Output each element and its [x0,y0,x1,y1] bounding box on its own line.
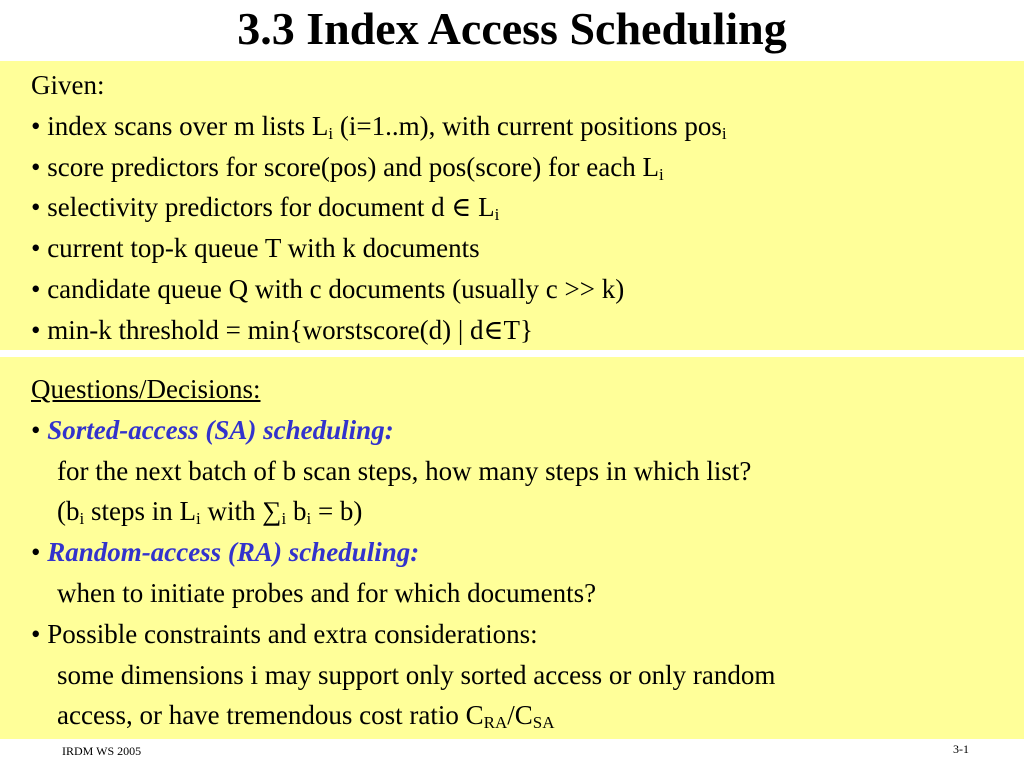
questions-heading: Questions/Decisions: [31,374,261,404]
text: (i=1..m), with current positions pos [333,110,722,141]
subscript: i [721,123,727,143]
text: (b [57,496,80,527]
text: L [471,192,495,223]
subscript: i [658,164,664,184]
constraints-line2 [31,695,1024,736]
given-item-score-predictors [31,147,1024,188]
text: steps in L [84,496,196,527]
subscript: i [306,509,312,529]
given-item-candidate-queue [31,269,1024,310]
sa-scheduling-item [31,410,1024,451]
sa-scheduling-line1: for the next batch of b scan steps, how many steps in which list? [57,455,752,486]
bullet: • [31,110,41,141]
subscript: i [494,205,500,225]
text: selectivity predictors for document d [47,192,452,223]
constraints-line1: some dimensions i may support only sorted access or only random [57,659,776,690]
given-item-mink-threshold [31,310,1024,351]
footer-page-number: 3-1 [953,742,969,756]
text: b [286,496,307,527]
ra-scheduling-line1: when to initiate probes and for which documents? [57,577,597,608]
bullet: • [31,273,41,304]
text: = b) [311,496,363,527]
subscript: i [281,509,287,529]
text: access, or have tremendous cost ratio C [57,700,484,731]
footer-course-label: IRDM WS 2005 [62,744,142,758]
bullet: • [31,314,41,345]
slide-title: 3.3 Index Access Scheduling [237,3,787,54]
sa-scheduling-label: Sorted-access (SA) scheduling: [47,414,394,445]
sum-symbol: ∑ [262,496,282,527]
bullet: • [31,618,41,649]
element-of-symbol: ∈ [451,192,472,223]
constraints-label: Possible constraints and extra considerations: [47,618,538,649]
sa-scheduling-line2 [31,491,1024,532]
given-item-selectivity-predictors [31,187,1024,228]
subscript: i [195,509,201,529]
text: min-k threshold = min{worstscore(d) | d [47,314,484,345]
given-item-index-scans [31,106,1024,147]
ra-scheduling-label: Random-access (RA) scheduling: [47,537,420,568]
subscript: i [79,509,85,529]
subscript: RA [483,713,508,733]
ra-scheduling-item [31,532,1024,573]
text: current top-k queue T with k documents [47,233,480,264]
constraints-item [31,614,1024,655]
bullet: • [31,233,41,264]
subscript: i [328,123,334,143]
element-of-symbol: ∈ [483,314,504,345]
text: candidate queue Q with c documents (usually c >> k) [47,273,625,304]
bullet: • [31,537,41,568]
text: /C [507,700,533,731]
bullet: • [31,192,41,223]
given-box [0,61,1024,350]
text: score predictors for score(pos) and pos(score) for each L [47,151,659,182]
text: index scans over m lists L [47,110,329,141]
questions-box [0,357,1024,739]
text: T} [503,314,533,345]
given-item-topk-queue [31,228,1024,269]
bullet: • [31,151,41,182]
bullet: • [31,414,41,445]
subscript: SA [532,713,555,733]
given-heading: Given: [31,70,105,100]
text: with [200,496,263,527]
